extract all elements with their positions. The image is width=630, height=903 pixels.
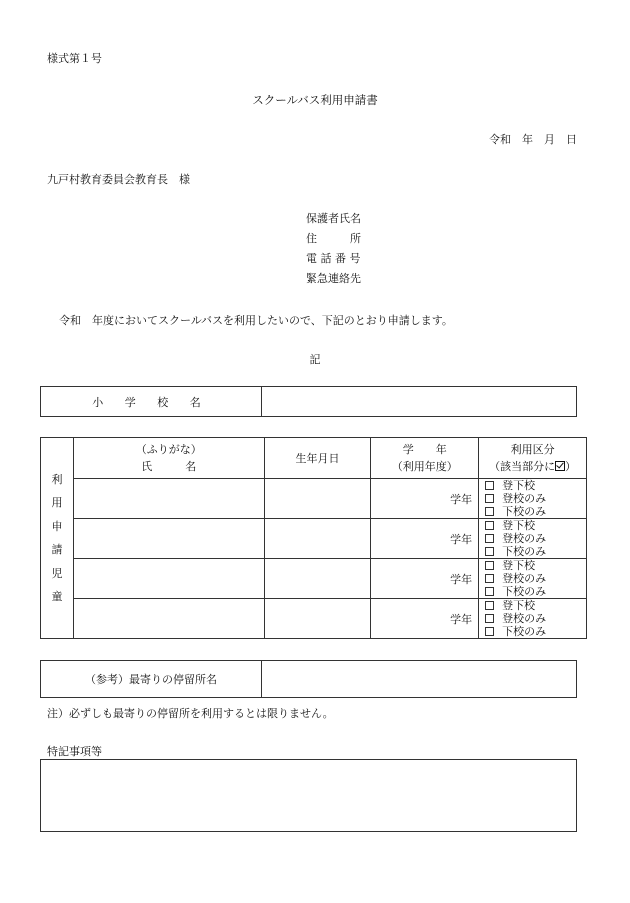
usage-options — [479, 479, 587, 519]
applicant-children-side-label — [41, 438, 74, 639]
birthdate-header: 生年月日 — [264, 438, 371, 479]
usage-option[interactable] — [485, 585, 586, 598]
remarks-field[interactable] — [40, 759, 577, 832]
usage-option-label: 登校のみ — [502, 572, 547, 585]
birthdate-field[interactable] — [264, 519, 371, 559]
application-date: 令和 年 月 日 — [489, 133, 577, 146]
usage-option[interactable] — [485, 519, 586, 532]
grade-field[interactable] — [371, 479, 479, 519]
usage-option-label: 下校のみ — [502, 585, 547, 598]
child-name-field[interactable] — [73, 479, 264, 519]
grade-header-label: 学 年 — [402, 443, 447, 456]
checkbox-icon[interactable] — [485, 534, 494, 543]
usage-option-label: 登校のみ — [502, 612, 547, 625]
application-table — [40, 437, 587, 639]
record-mark: 記 — [309, 353, 321, 366]
usage-option-label: 下校のみ — [502, 625, 547, 638]
form-number: 様式第１号 — [47, 52, 102, 65]
furigana-header: （ふりがな） — [135, 443, 202, 456]
checkbox-icon[interactable] — [485, 547, 494, 556]
child-name-field[interactable] — [73, 599, 264, 639]
checkbox-icon[interactable] — [485, 481, 494, 490]
document-title: スクールバス利用申請書 — [252, 93, 378, 107]
usage-option-label: 下校のみ — [502, 505, 547, 518]
usage-instruction-close: ） — [565, 460, 577, 473]
child-name-field[interactable] — [73, 559, 264, 599]
school-name-label: 小 学 校 名 — [41, 387, 262, 417]
child-name-field[interactable] — [73, 519, 264, 559]
usage-option[interactable] — [485, 545, 586, 558]
side-char: 児 — [51, 566, 63, 580]
usage-instruction — [479, 458, 586, 475]
checkbox-icon[interactable] — [485, 627, 494, 636]
address-label: 住 所 — [306, 232, 361, 245]
usage-option-label: 登下校 — [502, 479, 536, 492]
birthdate-field[interactable] — [264, 559, 371, 599]
usage-option[interactable] — [485, 492, 586, 505]
grade-year-header: （利用年度） — [391, 460, 458, 473]
remarks-label: 特記事項等 — [47, 745, 102, 758]
checkbox-icon[interactable] — [485, 614, 494, 623]
usage-option-label: 下校のみ — [502, 545, 547, 558]
checkbox-icon[interactable] — [485, 521, 494, 530]
full-name-header: 氏 名 — [141, 460, 197, 473]
grade-field[interactable] — [371, 559, 479, 599]
usage-option-label: 登下校 — [502, 599, 536, 612]
usage-option-label: 登校のみ — [502, 492, 547, 505]
usage-option[interactable] — [485, 532, 586, 545]
emergency-contact-label: 緊急連絡先 — [306, 272, 361, 285]
usage-option[interactable] — [485, 505, 586, 518]
checkbox-icon[interactable] — [485, 601, 494, 610]
usage-option-label: 登下校 — [502, 519, 536, 532]
usage-option[interactable] — [485, 599, 586, 612]
checkbox-icon[interactable] — [485, 494, 494, 503]
usage-option[interactable] — [485, 479, 586, 492]
usage-option[interactable] — [485, 625, 586, 638]
bus-stop-note: 注）必ずしも最寄りの停留所を利用するとは限りません。 — [47, 707, 334, 720]
usage-option[interactable] — [485, 559, 586, 572]
grade-suffix: 学年 — [450, 492, 473, 506]
usage-instruction-open: （該当部分に — [489, 460, 556, 473]
school-name-field[interactable] — [262, 387, 577, 417]
usage-header-label: 利用区分 — [510, 443, 555, 456]
usage-options — [479, 519, 587, 559]
phone-label: 電 話 番 号 — [306, 252, 361, 265]
school-table — [40, 386, 577, 417]
checkbox-icon[interactable] — [485, 507, 494, 516]
bus-stop-label: （参考）最寄りの停留所名 — [41, 661, 262, 698]
usage-option-label: 登下校 — [502, 559, 536, 572]
guardian-name-label: 保護者氏名 — [306, 212, 361, 225]
usage-options — [479, 599, 587, 639]
grade-header — [371, 438, 479, 479]
birthdate-field[interactable] — [264, 479, 371, 519]
bus-stop-field[interactable] — [262, 661, 577, 698]
birthdate-field[interactable] — [264, 599, 371, 639]
application-statement: 令和 年度においてスクールバスを利用したいので、下記のとおり申請します。 — [59, 314, 453, 327]
checked-box-icon — [555, 461, 565, 471]
usage-option[interactable] — [485, 612, 586, 625]
usage-option[interactable] — [485, 572, 586, 585]
side-char: 申 — [51, 519, 63, 533]
checkbox-icon[interactable] — [485, 587, 494, 596]
grade-field[interactable] — [371, 599, 479, 639]
checkbox-icon[interactable] — [485, 574, 494, 583]
grade-suffix: 学年 — [450, 572, 473, 586]
usage-options — [479, 559, 587, 599]
usage-header — [479, 438, 587, 479]
grade-field[interactable] — [371, 519, 479, 559]
usage-option-label: 登校のみ — [502, 532, 547, 545]
bus-stop-table — [40, 660, 577, 698]
grade-suffix: 学年 — [450, 532, 473, 546]
side-char: 請 — [51, 543, 63, 556]
checkbox-icon[interactable] — [485, 561, 494, 570]
grade-suffix: 学年 — [450, 612, 473, 626]
recipient: 九戸村教育委員会教育長 様 — [47, 173, 190, 186]
applicant-info — [306, 209, 361, 289]
side-char: 利 — [51, 472, 63, 486]
side-char: 用 — [51, 496, 63, 509]
name-header — [73, 438, 264, 479]
side-char: 童 — [51, 590, 63, 603]
